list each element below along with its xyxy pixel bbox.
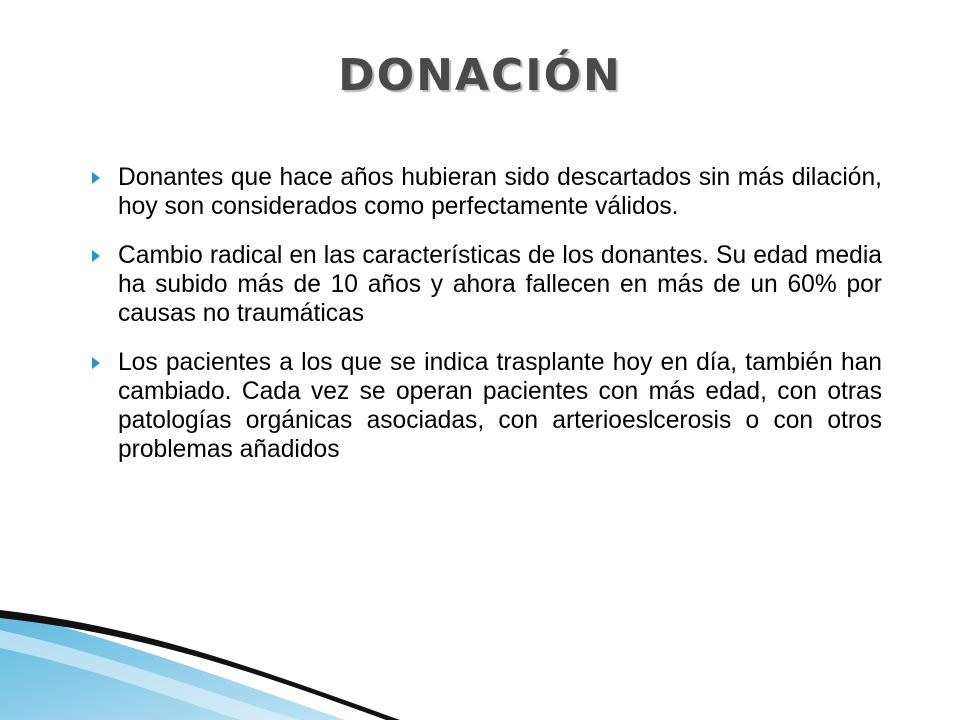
slide-title: DONACIÓN [338, 50, 622, 101]
triangle-right-icon [92, 172, 100, 184]
bullet-text: Donantes que hace años hubieran sido descartados sin más dilación, hoy son considerados como perfectamente válidos. [118, 164, 882, 220]
bullet-list [92, 163, 882, 484]
bullet-item [92, 163, 882, 221]
bullet-text: Cambio radical en las características de los donantes. Su edad media ha subido más de 10 años y ahora fallecen en más de un 60% por causas no traumáticas [118, 242, 882, 327]
triangle-right-icon [92, 357, 100, 369]
triangle-right-icon [92, 250, 100, 262]
bullet-text: Los pacientes a los que se indica trasplante hoy en día, también han cambiado. Cada vez se operan pacientes con más edad, con otras patologías orgánicas asociadas, con arterioeslcerosis o con otros problemas añadidos [118, 349, 882, 463]
bullet-item [92, 241, 882, 328]
bullet-item [92, 348, 882, 464]
